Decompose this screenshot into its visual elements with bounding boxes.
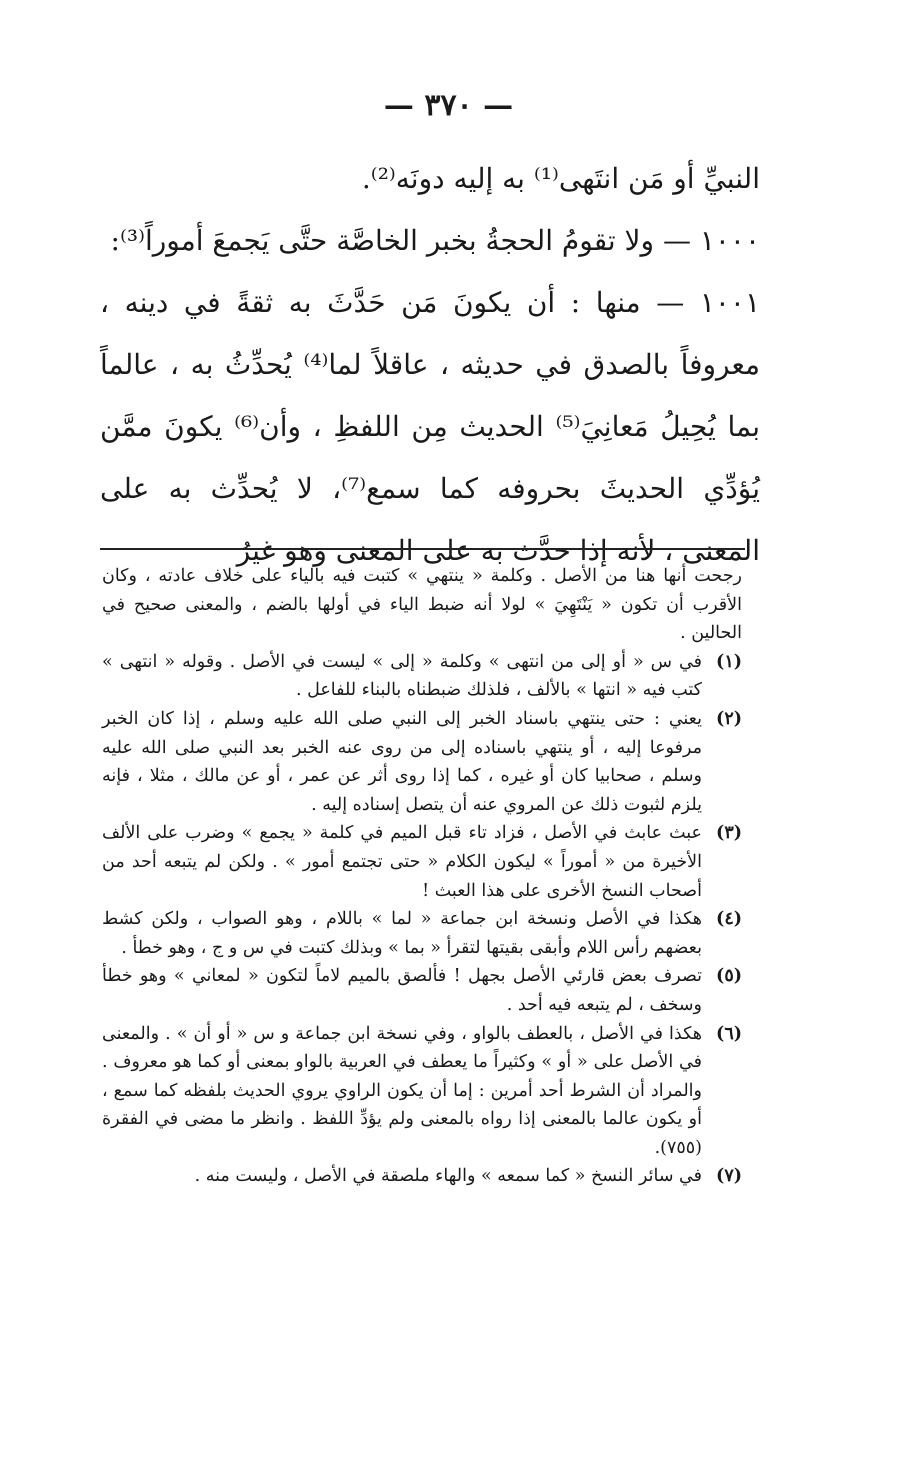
- footnote-text: عبث عابث في الأصل ، فزاد تاء قبل الميم في كلمة « يجمع » وضرب على الألف الأخيرة من « أموراً » ليكون الكلام « حتى تجتمع أمور » . ولكن لم يتبعه أحد من أصحاب النسخ الأخرى على هذا العبث !: [102, 823, 702, 901]
- footnote-text: هكذا في الأصل ونسخة ابن جماعة « لما » باللام ، وهو الصواب ، ولكن كشط بعضهم رأس اللام وأبقى بقيتها لتقرأ « بما » وبذلك كتبت في س و ج ، وهو خطأ .: [102, 909, 702, 958]
- footnotes: [102, 562, 742, 1191]
- footnote-number: (٧): [716, 1166, 742, 1187]
- footnote-3: [102, 819, 742, 905]
- main-text: [100, 148, 760, 582]
- footnote-2: [102, 705, 742, 819]
- footnote-text: هكذا في الأصل ، بالعطف بالواو ، وفي نسخة ابن جماعة و س « أو أن » . والمعنى في الأصل على « أو » وكثيراً ما يعطف في العربية بالواو بمعنى أو كما هو معروف . والمراد أن الشرط أحد أمرين : إما أن يكون الراوي يروي الحديث بلفظه كما سمع ، أو يكون عالما بالمعنى إذا رواه بالمعنى ولم يؤدِّ اللفظ . وانظر ما مضى في الفقرة (٧٥٥).: [102, 1023, 702, 1158]
- footnote-text: تصرف بعض قارئي الأصل بجهل ! فألصق بالميم لاماً لتكون « لمعاني » وهو خطأ وسخف ، لم يتبعه فيه أحد .: [102, 966, 702, 1015]
- paragraph-1000: ١٠٠٠ — ولا تقومُ الحجةُ بخبر الخاصَّة حتَّى يَجمعَ أموراً⁽³⁾:: [110, 224, 760, 257]
- footnote-text: في س « أو إلى من انتهى » وكلمة « إلى » ليست في الأصل . وقوله « انتهى » كتب فيه « انتها » بالألف ، فلذلك ضبطناه بالبناء للفاعل .: [102, 651, 702, 701]
- footnote-1: [102, 648, 742, 705]
- footnote-text: يعني : حتى ينتهي باسناد الخبر إلى النبي صلى الله عليه وسلم ، إذا كان الخبر مرفوعا إليه ، أو ينتهي باسناده إلى من روى عنه الخبر بعد النبي صلى الله عليه وسلم ، صحابيا كان أو غيره ، كما إذا روى أثر عن عمر ، أو عن مالك ، مثلا ، فإنه يلزم لثبوت ذلك عن المروي عنه أن يتصل إسناده إليه .: [102, 708, 702, 815]
- footnote-number: (٥): [716, 966, 742, 987]
- footnote-number: (٣): [716, 823, 742, 844]
- footnote-7: [102, 1162, 742, 1191]
- footnote-5: [102, 962, 742, 1019]
- footnote-4: [102, 905, 742, 962]
- footnote-text: في سائر النسخ « كما سمعه » والهاء ملصقة في الأصل ، وليست منه .: [194, 1166, 702, 1187]
- paragraph-1001: ١٠٠١ — منها : أن يكونَ مَن حَدَّثَ به ثقةً في دينه ، معروفاً بالصدق في حديثه ، عاقلاً لما⁽⁴⁾ يُحدِّثُ به ، عالماً بما يُحِيلُ مَعانِيَ⁽⁵⁾ الحديث مِن اللفظِ ، وأن⁽⁶⁾ يكونَ ممَّن يُؤدِّي الحديثَ بحروفه كما سمع⁽⁷⁾، لا يُحدِّث به على المعنى ، لأنه إذا حدَّث به على المعنى وهو غيرُ: [100, 286, 760, 567]
- footnote-number: (٢): [716, 708, 742, 729]
- footnote-number: (٦): [716, 1023, 742, 1044]
- body-line-continuation: النبيِّ أو مَن انتَهى⁽¹⁾ به إليه دونَه⁽²⁾.: [361, 162, 760, 195]
- footnote-number: (٤): [716, 909, 742, 930]
- footnote-6: [102, 1020, 742, 1163]
- footnote-number: (١): [716, 651, 742, 672]
- footnote-separator: [100, 548, 745, 550]
- footnote-continuation: رجحت أنها هنا من الأصل . وكلمة « ينتهي » كتبت فيه بالياء على خلاف عادته ، وكان الأقرب أن تكون « يَنْتَهِيَ » لولا أنه ضبط الياء في أولها بالضم ، والمعنى صحيح في الحالين .: [102, 566, 742, 644]
- page-number: — ٣٧٠ —: [383, 88, 514, 123]
